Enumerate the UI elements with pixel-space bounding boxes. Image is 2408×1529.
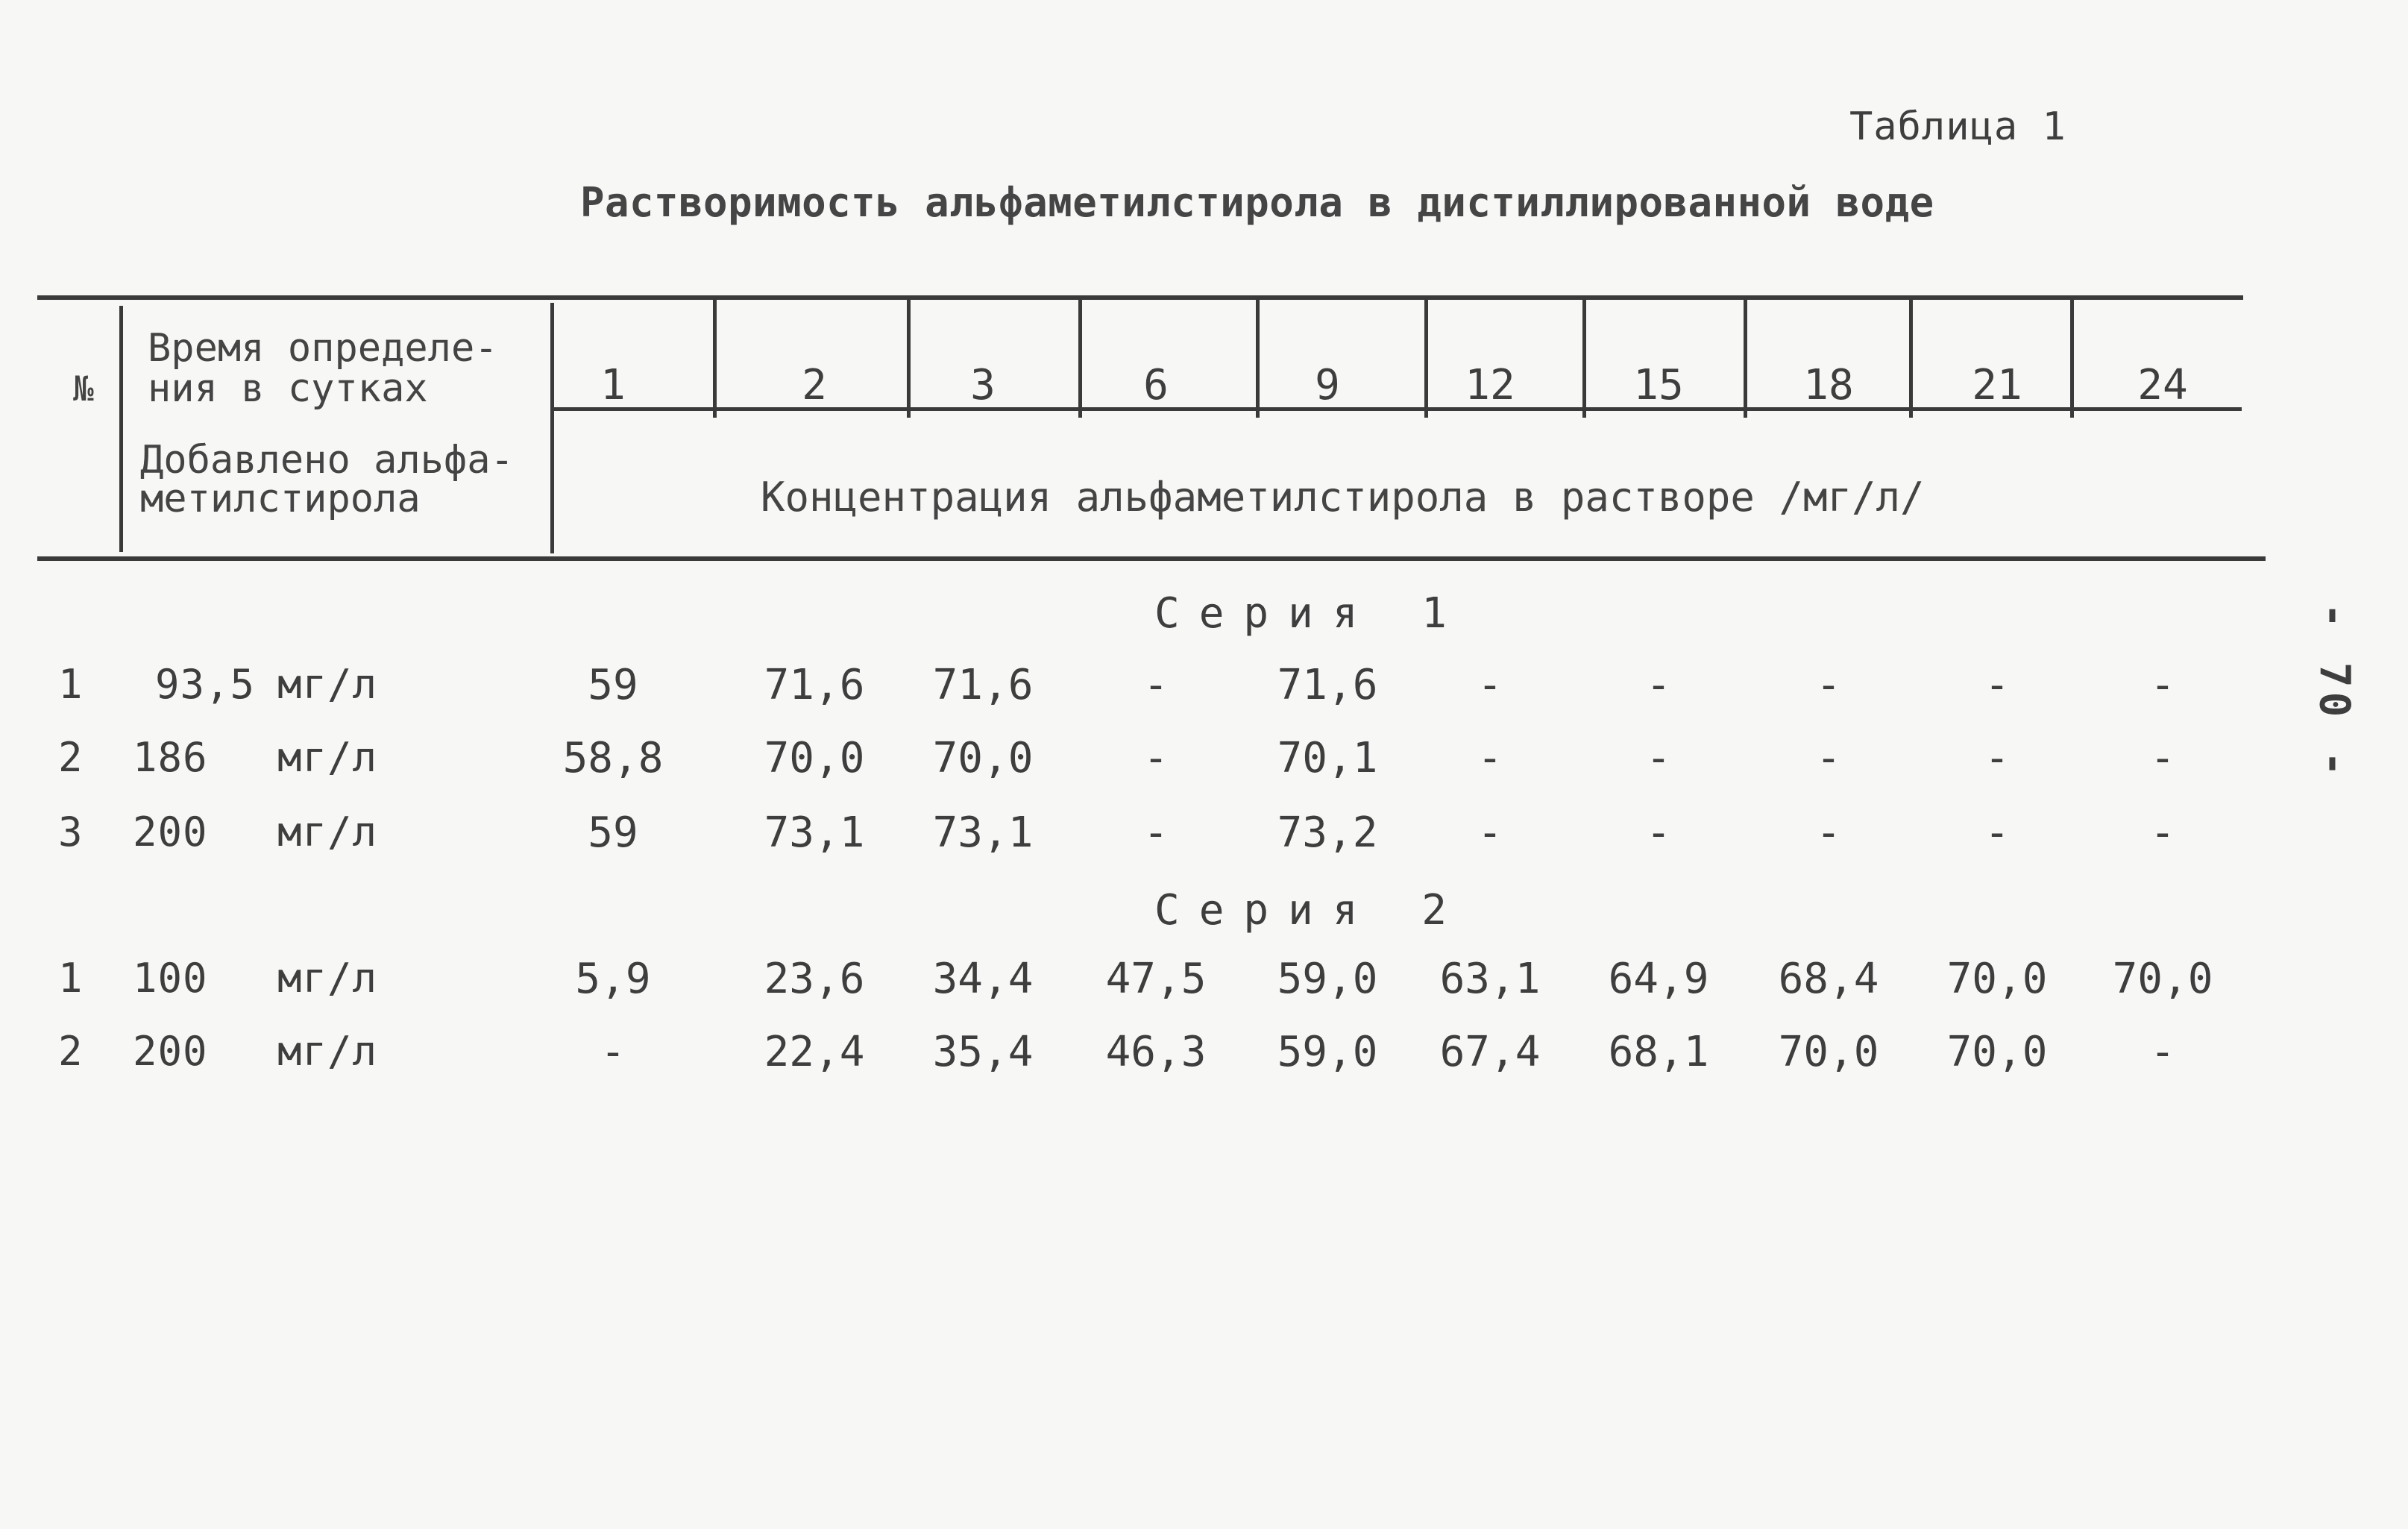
row-number: 2 bbox=[58, 1028, 84, 1075]
day-header-21: 21 bbox=[1972, 361, 2022, 409]
day-header-6: 6 bbox=[1143, 361, 1169, 409]
page-number: - 70 - bbox=[2310, 603, 2359, 781]
concentration-cell: 70,0 bbox=[1778, 1028, 1879, 1076]
concentration-cell: 23,6 bbox=[764, 955, 865, 1003]
concentration-cell: 73,2 bbox=[1277, 809, 1378, 857]
added-amount: 100 bbox=[133, 955, 208, 1002]
concentration-cell: 70,0 bbox=[1946, 955, 2048, 1003]
concentration-cell: 68,4 bbox=[1778, 955, 1879, 1003]
concentration-cell: 46,3 bbox=[1105, 1028, 1207, 1076]
added-amount: 200 bbox=[133, 809, 208, 855]
concentration-cell: - bbox=[1984, 734, 2010, 782]
added-amount: 200 bbox=[133, 1028, 208, 1075]
concentration-cell: - bbox=[1816, 734, 1841, 782]
amount-unit: мг/л bbox=[277, 661, 378, 708]
concentration-cell: - bbox=[1816, 809, 1841, 857]
label-column-divider bbox=[550, 303, 554, 553]
concentration-cell: 59,0 bbox=[1277, 955, 1378, 1003]
concentration-cell: 5,9 bbox=[575, 955, 651, 1003]
day-header-3: 3 bbox=[970, 361, 996, 409]
concentration-cell: - bbox=[1984, 809, 2010, 857]
concentration-cell: 70,0 bbox=[1946, 1028, 2048, 1076]
amount-unit: мг/л bbox=[277, 809, 378, 855]
added-label-line1: Добавлено альфа- bbox=[140, 438, 514, 483]
amount-unit: мг/л bbox=[277, 1028, 378, 1075]
concentration-cell: - bbox=[2150, 661, 2175, 709]
concentration-cell: 70,1 bbox=[1277, 734, 1378, 782]
concentration-cell: 71,6 bbox=[764, 661, 865, 709]
concentration-cell: 64,9 bbox=[1608, 955, 1709, 1003]
row-number: 1 bbox=[58, 955, 84, 1002]
row-number: 3 bbox=[58, 809, 84, 855]
concentration-cell: - bbox=[1143, 809, 1169, 857]
concentration-cell: - bbox=[1143, 734, 1169, 782]
amount-unit: мг/л bbox=[277, 955, 378, 1002]
concentration-cell: - bbox=[1646, 734, 1671, 782]
concentration-cell: - bbox=[1477, 809, 1503, 857]
day-header-15: 15 bbox=[1633, 361, 1684, 409]
concentration-cell: 59,0 bbox=[1277, 1028, 1378, 1076]
concentration-cell: - bbox=[1143, 661, 1169, 709]
number-column-header: № bbox=[73, 368, 94, 409]
day-header-12: 12 bbox=[1465, 361, 1515, 409]
concentration-cell: 47,5 bbox=[1105, 955, 1207, 1003]
concentration-cell: 70,0 bbox=[932, 734, 1034, 782]
concentration-cell: 59 bbox=[588, 809, 638, 857]
concentration-cell: - bbox=[1816, 661, 1841, 709]
concentration-cell: 35,4 bbox=[932, 1028, 1034, 1076]
time-label-line2: ния в сутках bbox=[148, 366, 428, 411]
table-title: Растворимость альфаметилстирола в дистиллированной воде bbox=[580, 179, 1934, 226]
table-caption: Таблица 1 bbox=[1849, 104, 2066, 149]
concentration-cell: - bbox=[1646, 661, 1671, 709]
concentration-cell: 73,1 bbox=[932, 809, 1034, 857]
concentration-label: Концентрация альфаметилстирола в растворе /мг/л/ bbox=[761, 474, 1925, 521]
concentration-cell: 34,4 bbox=[932, 955, 1034, 1003]
day-header-9: 9 bbox=[1315, 361, 1340, 409]
day-header-18: 18 bbox=[1803, 361, 1854, 409]
concentration-cell: 73,1 bbox=[764, 809, 865, 857]
concentration-cell: 59 bbox=[588, 661, 638, 709]
series-label: Серия 1 bbox=[1154, 589, 1467, 638]
series-label: Серия 2 bbox=[1154, 886, 1467, 935]
concentration-cell: - bbox=[2150, 1028, 2175, 1076]
concentration-cell: 71,6 bbox=[932, 661, 1034, 709]
concentration-cell: - bbox=[600, 1028, 626, 1076]
row-number: 1 bbox=[58, 661, 84, 708]
concentration-cell: 63,1 bbox=[1439, 955, 1541, 1003]
added-amount: 93,5 bbox=[155, 661, 256, 708]
time-label-line1: Время определе- bbox=[148, 326, 498, 371]
concentration-cell: 70,0 bbox=[764, 734, 865, 782]
added-label-line2: метилстирола bbox=[140, 477, 421, 521]
day-column-divider bbox=[713, 297, 717, 418]
row-number: 2 bbox=[58, 734, 84, 781]
concentration-cell: 70,0 bbox=[2112, 955, 2213, 1003]
day-header-1: 1 bbox=[600, 361, 626, 409]
day-header-24: 24 bbox=[2137, 361, 2188, 409]
concentration-cell: - bbox=[1477, 734, 1503, 782]
added-amount: 186 bbox=[133, 734, 208, 781]
concentration-cell: 58,8 bbox=[562, 734, 664, 782]
amount-unit: мг/л bbox=[277, 734, 378, 781]
concentration-cell: - bbox=[2150, 734, 2175, 782]
concentration-cell: - bbox=[1477, 661, 1503, 709]
concentration-cell: 22,4 bbox=[764, 1028, 865, 1076]
concentration-cell: - bbox=[1984, 661, 2010, 709]
concentration-cell: 68,1 bbox=[1608, 1028, 1709, 1076]
concentration-cell: - bbox=[2150, 809, 2175, 857]
no-column-divider bbox=[119, 306, 123, 552]
day-header-2: 2 bbox=[802, 361, 827, 409]
concentration-cell: - bbox=[1646, 809, 1671, 857]
table-header-bottom-rule bbox=[37, 556, 2266, 561]
concentration-cell: 71,6 bbox=[1277, 661, 1378, 709]
concentration-cell: 67,4 bbox=[1439, 1028, 1541, 1076]
